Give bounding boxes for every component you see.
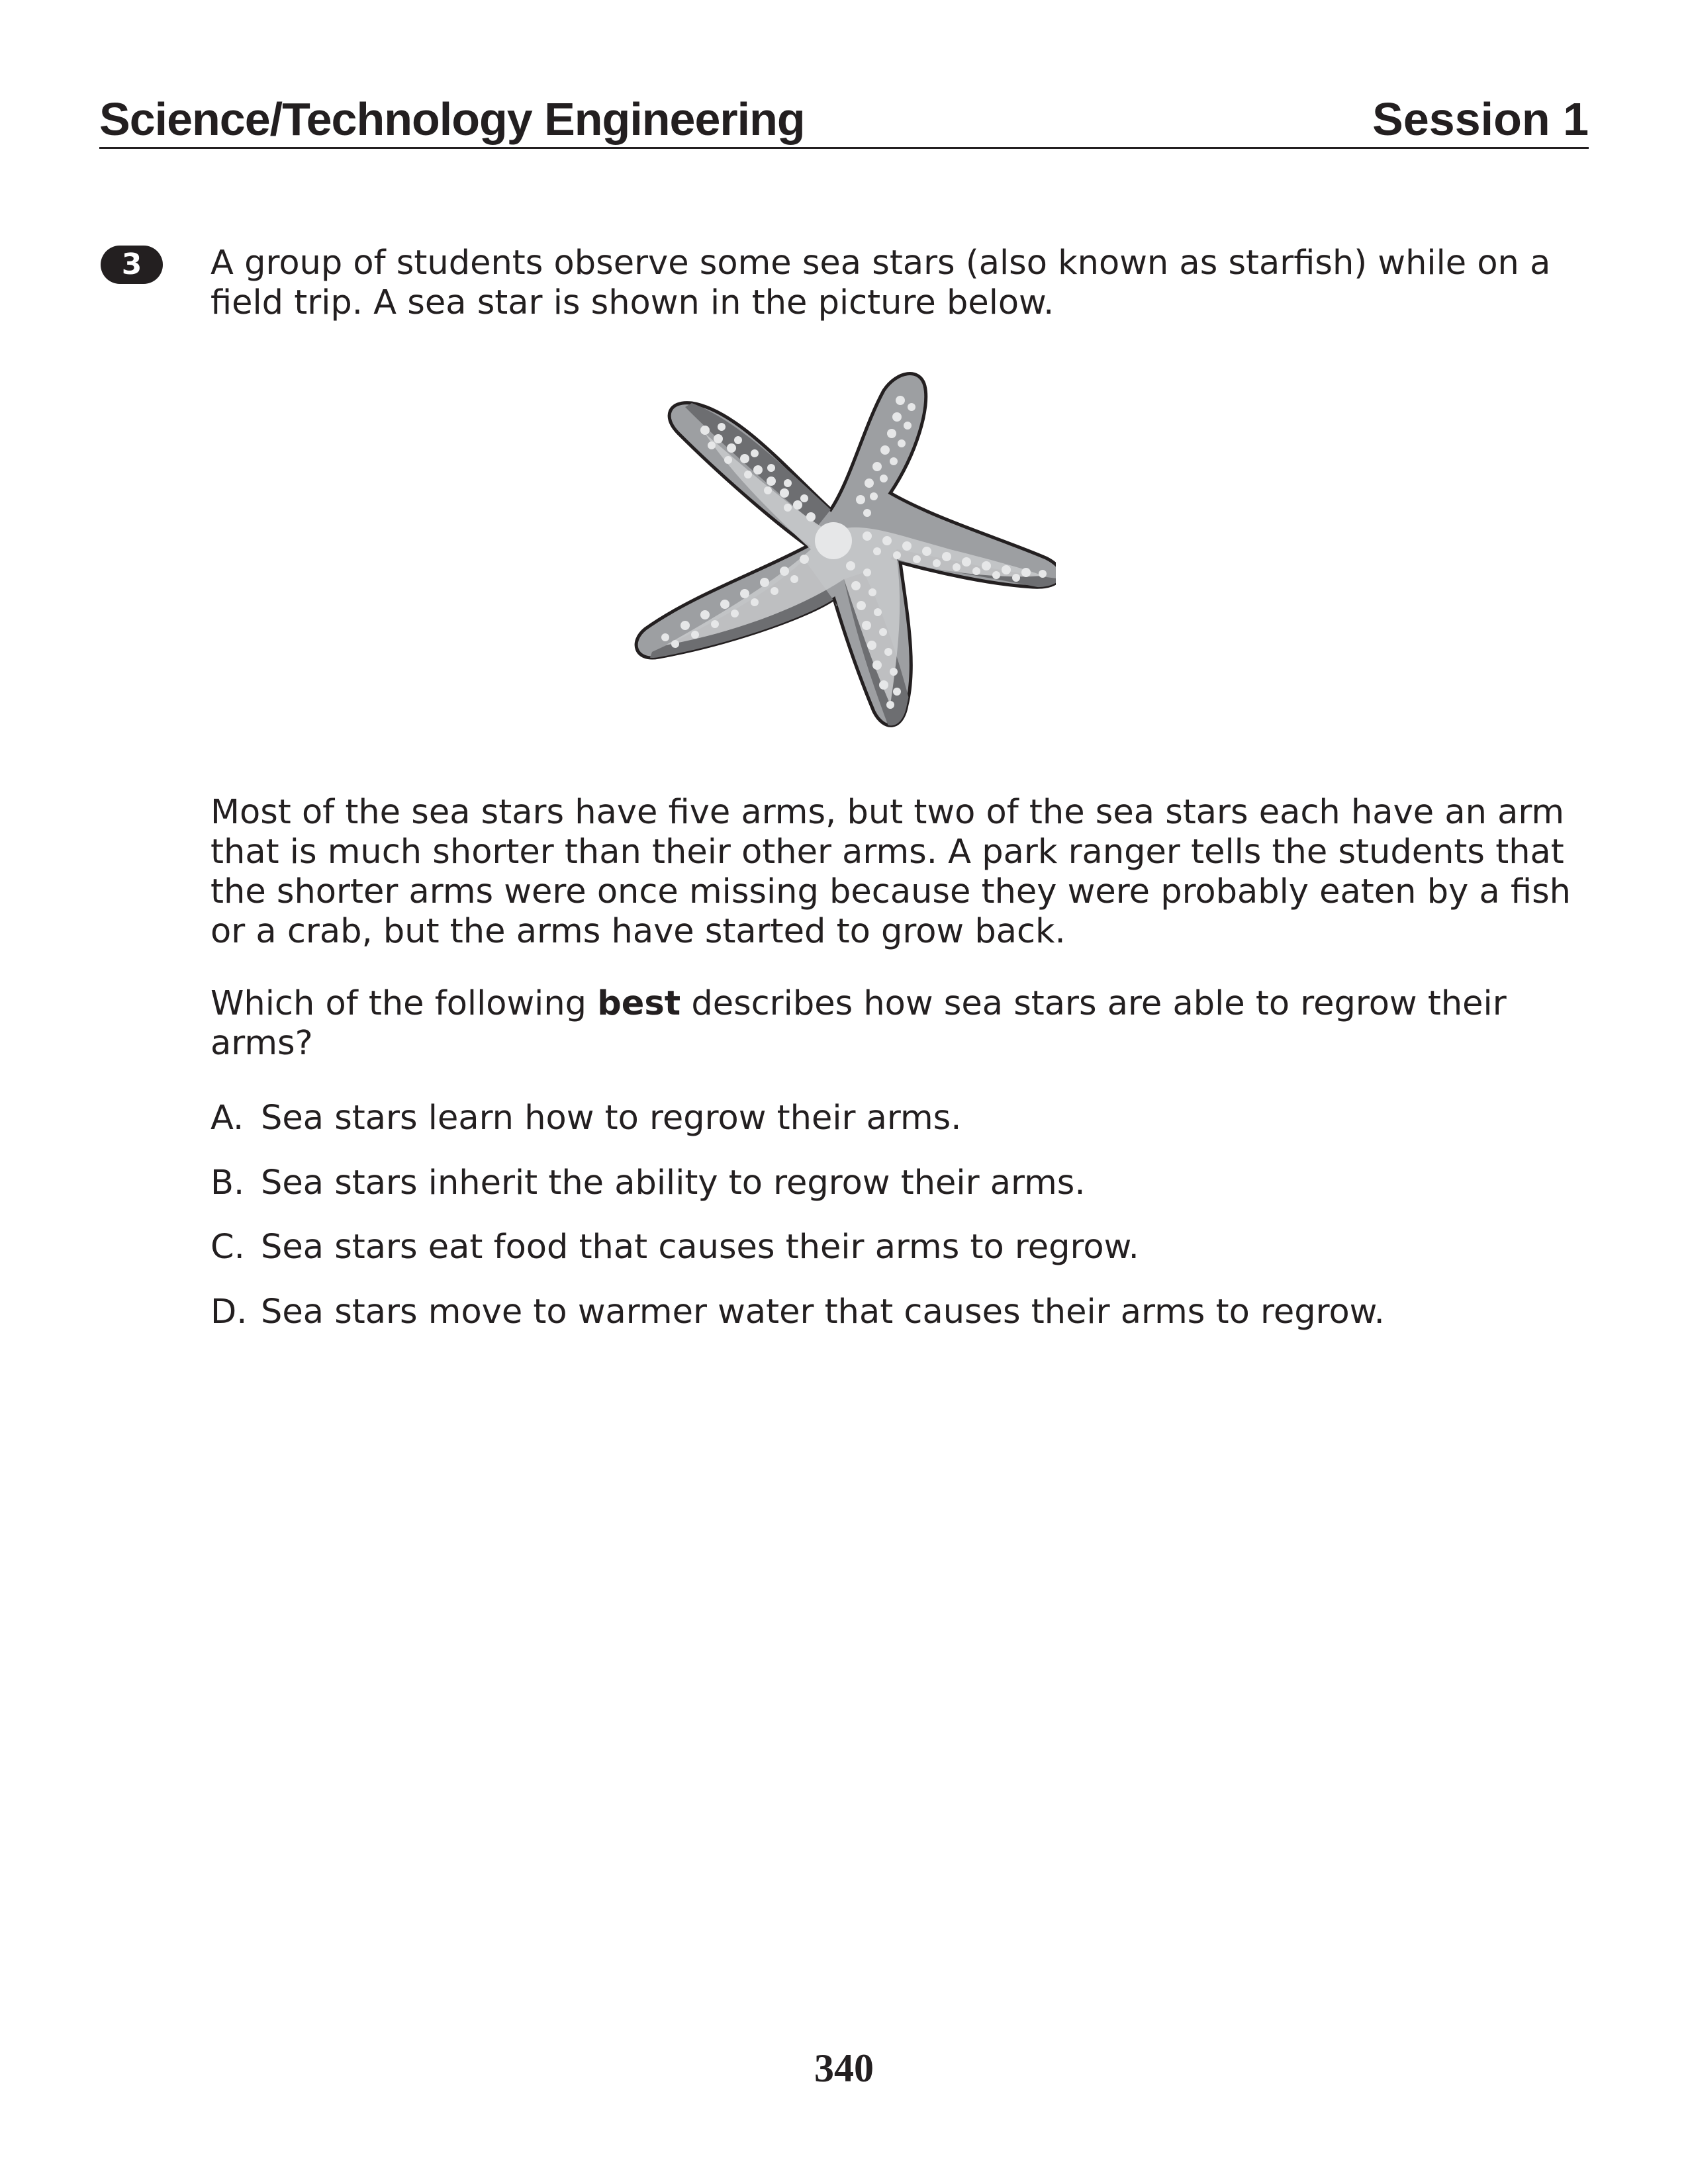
choice-letter: A. xyxy=(211,1099,244,1138)
choice-text: Sea stars move to warmer water that causes their arms to regrow. xyxy=(261,1293,1385,1332)
answer-choice-d[interactable] xyxy=(211,1293,1587,1332)
choice-text: Sea stars inherit the ability to regrow their arms. xyxy=(261,1163,1086,1203)
choice-letter: C. xyxy=(211,1228,245,1267)
choice-text: Sea stars learn how to regrow their arms. xyxy=(261,1099,962,1138)
prompt-text-before: Which of the following xyxy=(211,984,598,1023)
session-label: Session 1 xyxy=(1372,93,1589,145)
question-number-badge: 3 xyxy=(101,246,163,284)
answer-choice-a[interactable] xyxy=(211,1099,1587,1138)
choice-letter: D. xyxy=(211,1293,248,1332)
question-prompt xyxy=(211,984,1587,1064)
page-header xyxy=(99,85,1589,149)
page-number: 340 xyxy=(814,2046,874,2090)
answer-choice-b[interactable] xyxy=(211,1163,1587,1203)
sea-star-body xyxy=(636,374,1056,731)
choice-text: Sea stars eat food that causes their arms to regrow. xyxy=(261,1228,1139,1267)
question-intro: A group of students observe some sea stars (also known as starfish) while on a field trip. A sea star is shown in the picture below. xyxy=(211,244,1551,322)
choice-letter: B. xyxy=(211,1163,245,1203)
answer-choice-c[interactable] xyxy=(211,1228,1587,1267)
sea-star-illustration xyxy=(606,361,1056,758)
prompt-text-after: describes how sea stars are able to regrow their arms? xyxy=(211,984,1507,1063)
subject-title: Science/Technology Engineering xyxy=(99,93,805,145)
prompt-emphasis: best xyxy=(597,984,681,1023)
question-context-paragraph: Most of the sea stars have five arms, but two of the sea stars each have an arm that is much shorter than their other arms. A park ranger tells the students that the shorter arms were once missing because they were probably eaten by a fish or a crab, but the arms have started to grow back. xyxy=(211,793,1571,951)
